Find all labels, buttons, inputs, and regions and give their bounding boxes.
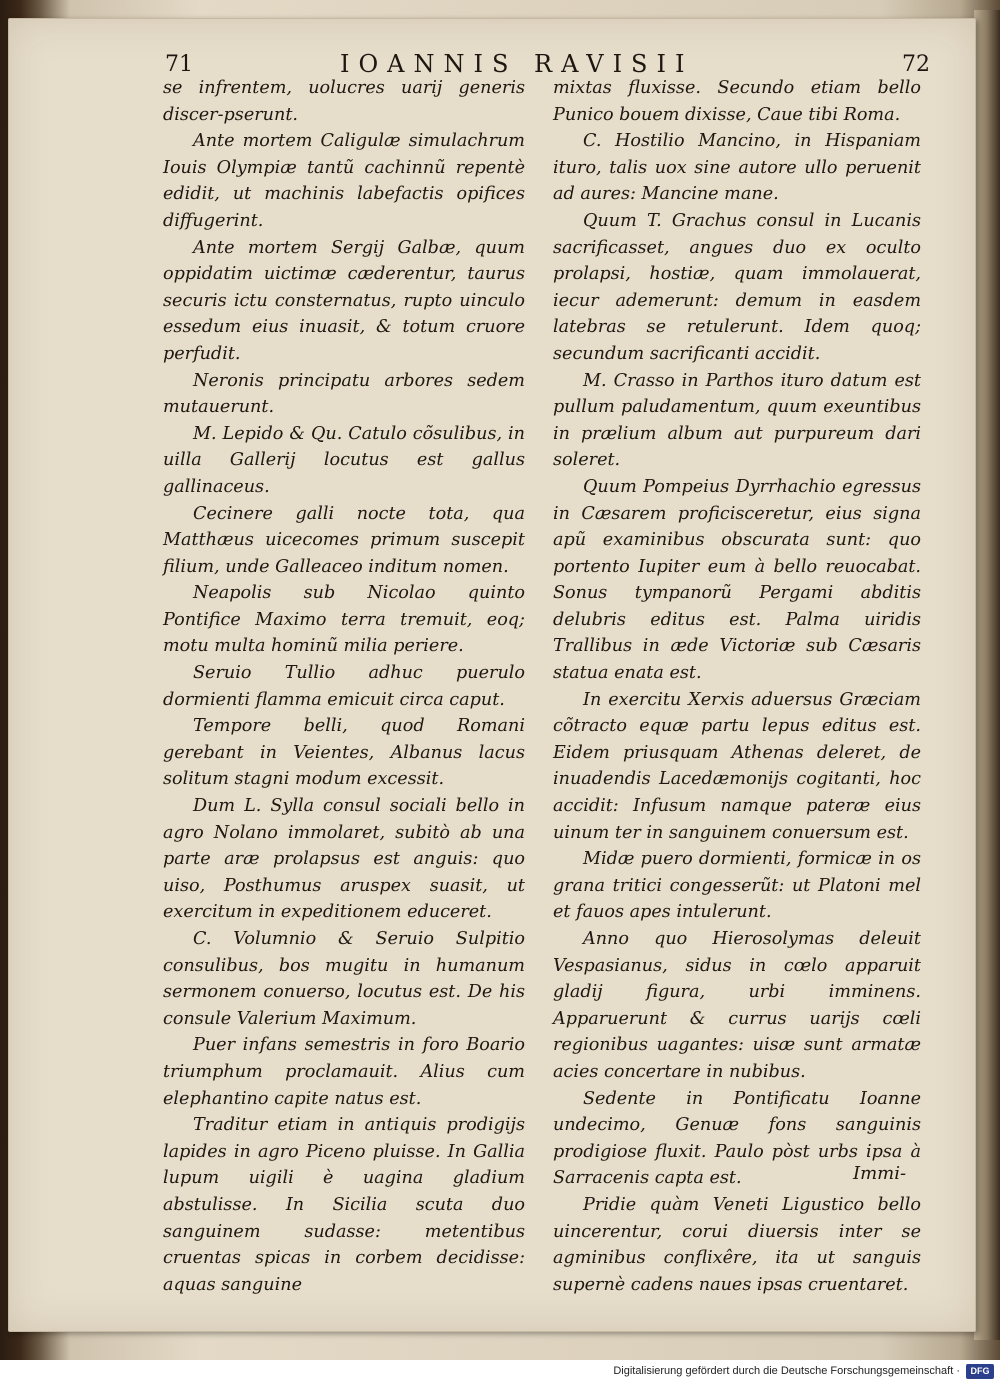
- paragraph: Pridie quàm Veneti Ligustico bello uincerentur, corui diuersis inter se agminibus conflixêre, ita ut sanguis supernè cadens naues ipsas cruentaret.: [553, 1194, 921, 1295]
- paragraph: Neronis principatu arbores sedem mutauerunt.: [163, 370, 525, 418]
- paragraph: Anno quo Hierosolymas deleuit Vespasianus, sidus in cœlo apparuit gladij figura, urbi imminens. Apparuerunt & currus uarijs cœli regionibus uagantes: uisæ sunt armatæ acies concertare in nubibus.: [553, 929, 921, 1082]
- paragraph: Midæ puero dormienti, formicæ in os grana tritici congesserũt: ut Platoni mel et fauos apes intulerunt.: [553, 849, 921, 923]
- folio-right: 72: [902, 52, 930, 77]
- paragraph: Tempore belli, quod Romani gerebant in Veientes, Albanus lacus solitum stagni modum excessit.: [163, 716, 525, 790]
- paragraph: Ante mortem Caligulæ simulachrum Iouis Olympiæ tantũ cachinnũ repentè edidit, ut machinis labefactis opifices diffugerint.: [163, 131, 525, 231]
- paragraph: Quum T. Grachus consul in Lucanis sacrificasset, angues duo ex oculto prolapsi, hostiæ, quam immolauerat, iecur ademerunt: demum in easdem latebras se retulerunt. Idem quoq; secundum sacrificanti accidit.: [553, 210, 921, 364]
- paragraph: Ante mortem Sergij Galbæ, quum oppidatim uictimæ cæderentur, taurus securis ictu consternatus, rupto uinculo essedum eius inuasit, & totum cruore perfudit.: [163, 237, 525, 364]
- paragraph: Puer infans semestris in foro Boario triumphum proclamauit. Alius cum elephantino capite natus est.: [163, 1035, 525, 1109]
- paragraph: Quum Pompeius Dyrrhachio egressus in Cæsarem proficisceretur, eius signa apũ examinibus obscurata sunt: quo portento Iupiter eum à bello reuocabat. Sonus tympanorũ Pergami abditis delubris editus est. Palma uiridis Trallibus in æde Victoriæ sub Cæsaris statua enata est.: [553, 476, 921, 684]
- left-text-column: [163, 75, 525, 1298]
- paragraph: Dum L. Sylla consul sociali bello in agro Nolano immolaret, subitò ab una parte aræ prolapsus est anguis: quo uiso, Posthumus aruspex suasit, ut exercitum in expeditionem educeret.: [163, 796, 525, 923]
- catchword: Immi-: [853, 1163, 907, 1184]
- paragraph: Sedente in Pontificatu Ioanne undecimo, Genuæ fons sanguinis prodigiose fluxit. Paulo pòst urbs ipsa à Sarracenis capta est.: [553, 1088, 921, 1189]
- paragraph: C. Hostilio Mancino, in Hispaniam ituro, talis uox sine autore ullo peruenit ad aures: Mancine mane.: [553, 131, 921, 205]
- folio-left: 71: [165, 52, 193, 77]
- paragraph: C. Volumnio & Seruio Sulpitio consulibus, bos mugitu in humanum sermonem conuerso, locutus est. De his consule Valerium Maximum.: [163, 929, 525, 1029]
- paragraph: Cecinere galli nocte tota, qua Matthæus uicecomes primum suscepit filium, unde Galleaceo inditum nomen.: [163, 503, 525, 577]
- book-edge: [974, 10, 1000, 1340]
- paragraph: mixtas fluxisse. Secundo etiam bello Punico bouem dixisse, Caue tibi Roma.: [553, 78, 921, 125]
- paragraph: Seruio Tullio adhuc puerulo dormienti flamma emicuit circa caput.: [163, 663, 525, 710]
- right-text-column: [553, 75, 921, 1298]
- dfg-logo-icon: DFG: [966, 1364, 994, 1379]
- paragraph: Traditur etiam in antiquis prodigijs lapides in agro Piceno pluisse. In Gallia lupum uigili è uagina gladium abstulisse. In Sicilia scuta duo sanguinem sudasse: metentibus cruentas spicas in corbem decidisse: aquas sanguine: [163, 1115, 525, 1295]
- paragraph: Neapolis sub Nicolao quinto Pontifice Maximo terra tremuit, eoq; motu multa hominũ milia periere.: [163, 583, 525, 657]
- paragraph: M. Crasso in Parthos ituro datum est pullum paludamentum, quum exeuntibus in prælium album aut purpureum dari soleret.: [553, 370, 921, 471]
- funding-credit: Digitalisierung gefördert durch die Deutsche Forschungsgemeinschaft ·: [613, 1365, 960, 1377]
- paragraph: In exercitu Xerxis aduersus Græciam cõtracto equæ partu lepus editus est. Eidem priusquam Athenas deleret, de inuadendis Lacedæmonijs cogitanti, hoc accidit: Infusum namque pateræ eius uinum ter in sanguinem conuersum est.: [553, 689, 921, 843]
- running-title: IOANNIS RAVISII: [340, 50, 694, 78]
- paragraph: M. Lepido & Qu. Catulo cõsulibus, in uilla Gallerij locutus est gallus gallinaceus.: [163, 423, 525, 497]
- paragraph: se infrentem, uolucres uarij generis discer-pserunt.: [163, 78, 525, 125]
- digitization-footer: [0, 1360, 1000, 1384]
